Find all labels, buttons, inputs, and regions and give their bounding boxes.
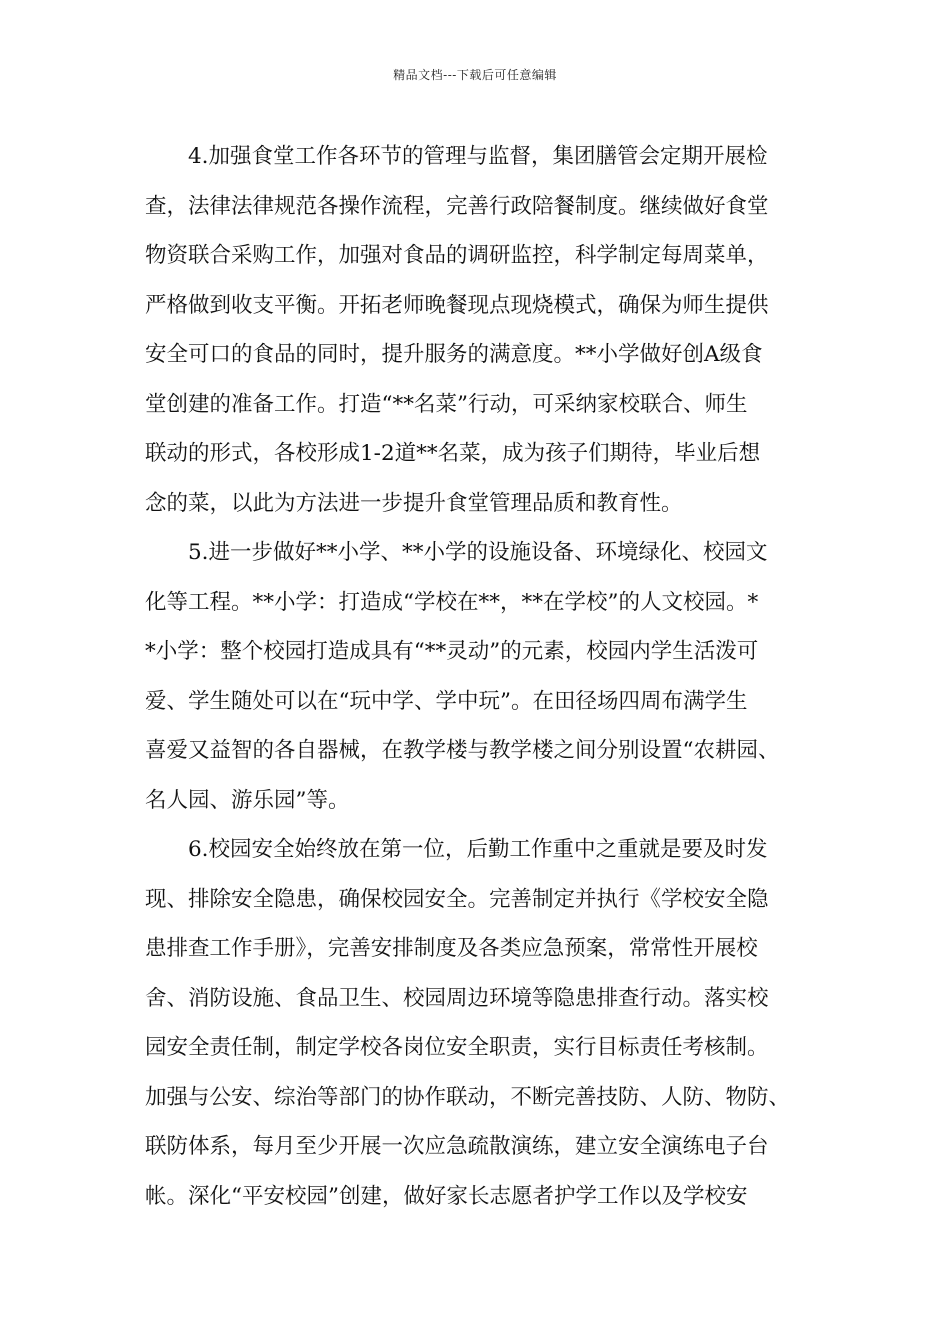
- text-line: 5.进一步做好**小学、**小学的设施设备、环境绿化、校园文: [188, 540, 768, 565]
- text-line: 爱、学生随处可以在“玩中学、学中玩”。在田径场四周布满学生: [145, 688, 748, 714]
- text-line: 6.校园安全始终放在第一位，后勤工作重中之重就是要及时发: [188, 837, 768, 862]
- text-line: 堂创建的准备工作。打造“**名菜”行动，可采纳家校联合、师生: [145, 391, 748, 417]
- text-line: 名人园、游乐园”等。: [145, 787, 350, 813]
- text-line: 4.加强食堂工作各环节的管理与监督，集团膳管会定期开展检: [188, 144, 768, 169]
- page-header: 精品文档---下载后可任意编辑: [393, 68, 557, 82]
- text-line: 查，法律法律规范各操作流程，完善行政陪餐制度。继续做好食堂: [145, 193, 769, 219]
- text-line: 联动的形式，各校形成1-2道**名菜，成为孩子们期待，毕业后想: [145, 441, 761, 466]
- text-line: *小学：整个校园打造成具有“**灵动”的元素，校园内学生活泼可: [145, 639, 759, 664]
- text-line: 喜爱又益智的各自器械，在教学楼与教学楼之间分别设置“农耕园、: [145, 738, 780, 763]
- text-line: 加强与公安、综治等部门的协作联动，不断完善技防、人防、物防、: [145, 1084, 791, 1110]
- text-line: 现、排除安全隐患，确保校园安全。完善制定并执行《学校安全隐: [145, 886, 769, 912]
- paragraph-safety: [145, 825, 807, 1221]
- document-body: [145, 132, 807, 1221]
- paragraph-facilities: [145, 528, 807, 825]
- text-line: 安全可口的食品的同时，提升服务的满意度。**小学做好创A级食: [145, 342, 763, 367]
- text-line: 舍、消防设施、食品卫生、校园周边环境等隐患排查行动。落实校: [145, 985, 769, 1011]
- text-line: 念的菜，以此为方法进一步提升食堂管理品质和教育性。: [145, 490, 683, 516]
- paragraph-canteen: [145, 132, 807, 528]
- text-line: 化等工程。**小学：打造成“学校在**，**在学校”的人文校园。*: [145, 589, 759, 615]
- text-line: 物资联合采购工作，加强对食品的调研监控，科学制定每周菜单，: [145, 243, 769, 268]
- text-line: 严格做到收支平衡。开拓老师晚餐现点现烧模式，确保为师生提供: [145, 292, 769, 318]
- text-line: 帐。深化“平安校园”创建，做好家长志愿者护学工作以及学校安: [145, 1183, 748, 1209]
- text-line: 患排查工作手册》，完善安排制度及各类应急预案，常常性开展校: [145, 936, 758, 961]
- text-line: 联防体系，每月至少开展一次应急疏散演练，建立安全演练电子台: [145, 1134, 769, 1159]
- text-line: 园安全责任制，制定学校各岗位安全职责，实行目标责任考核制。: [145, 1035, 769, 1060]
